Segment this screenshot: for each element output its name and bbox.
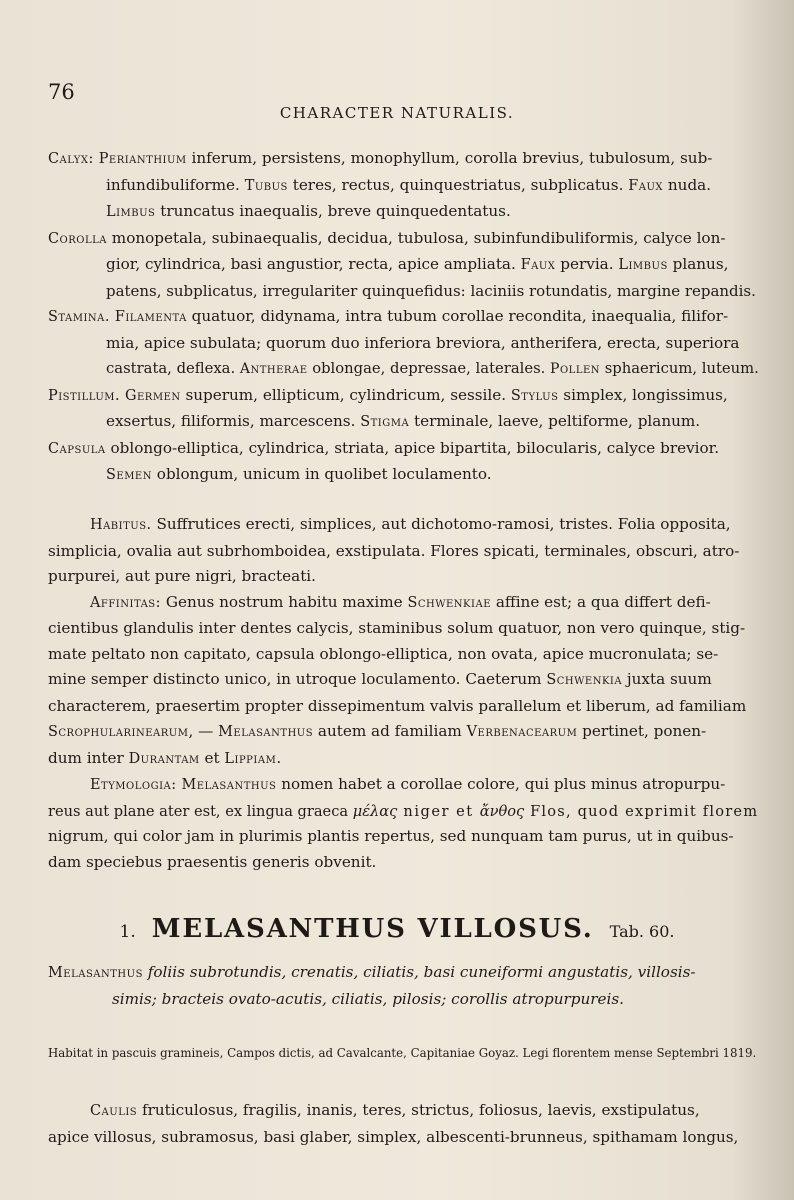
species-name: MELASANTHUS VILLOSUS. xyxy=(151,914,594,944)
greek-word: μέλας xyxy=(352,802,398,820)
pistillum-line-2 xyxy=(48,409,760,436)
etymologia-label: Etymologia: xyxy=(90,777,177,793)
text: truncatus inaequalis, breve quinquedentatus. xyxy=(155,202,511,220)
term-antherae: Antherae xyxy=(239,361,308,377)
term-tubus: Tubus xyxy=(244,177,288,194)
text: , — xyxy=(188,722,219,740)
calyx-label: Calyx: xyxy=(48,151,94,167)
text: pervia. xyxy=(555,255,619,273)
species-title xyxy=(0,914,794,944)
term-semen: Semen xyxy=(106,467,152,483)
term-germen: Germen xyxy=(124,387,181,404)
plate-reference: Tab. 60. xyxy=(609,922,675,941)
genus-name: Melasanthus xyxy=(218,724,314,740)
text: infundibuliforme. xyxy=(106,175,245,194)
caulis-line-2: apice villosus, subramosus, basi glaber, simplex, albescenti-brunneus, spithamam longus, xyxy=(48,1127,739,1146)
text: superum, ellipticum, cylindricum, sessile. xyxy=(180,385,511,404)
capsula-line-1 xyxy=(48,436,760,463)
caulis-label: Caulis xyxy=(90,1103,138,1119)
caulis-description xyxy=(48,1098,760,1150)
text: terminale, laeve, peltiforme, planum. xyxy=(409,412,701,430)
term-faux: Faux xyxy=(520,257,556,273)
species-number: 1. xyxy=(119,922,136,942)
page-number: 76 xyxy=(48,80,75,104)
affinitas-line-4 xyxy=(48,667,760,694)
caulis-line-1 xyxy=(48,1098,760,1125)
text: . xyxy=(276,748,282,767)
corolla-line-2 xyxy=(48,252,760,279)
text: oblongo-elliptica, cylindrica, striata, apice bipartita, bilocularis, calyce brevior. xyxy=(105,438,720,457)
discussion xyxy=(48,512,760,875)
text: foliis subrotundis, crenatis, ciliatis, basi cuneiformi angustatis, villosis- xyxy=(142,963,696,981)
calyx-line-3 xyxy=(48,199,760,226)
term-faux: Faux xyxy=(628,177,664,194)
capsula-line-2 xyxy=(48,462,760,489)
text: Genus nostrum habitu maxime xyxy=(161,592,408,611)
etymologia-line-4: dam speciebus praesentis generis obvenit. xyxy=(48,852,377,871)
term-stylus: Stylus xyxy=(510,387,559,404)
habitat-note: Habitat in pascuis gramineis, Campos dictis, ad Cavalcante, Capitaniae Goyaz. Legi florentem mense Septembri 1819. xyxy=(48,1046,757,1060)
text: simplex, longissimus, xyxy=(558,385,728,404)
section-heading: CHARACTER NATURALIS. xyxy=(279,104,515,122)
stamina-line-1 xyxy=(48,304,760,331)
affinitas-line-3: mate peltato non capitato, capsula oblongo-elliptica, non ovata, apice mucronulata; se- xyxy=(48,644,719,663)
term-filamenta: Filamenta xyxy=(114,309,187,325)
text: et xyxy=(199,748,225,767)
family-name: Scrophularinearum xyxy=(48,724,189,740)
text: autem ad familiam xyxy=(313,722,467,740)
stamina-line-2: mia, apice subulata; quorum duo inferiora breviora, antherifera, erecta, superiora xyxy=(106,333,740,352)
genus-name: Schwenkia xyxy=(546,672,623,688)
text: inferum, persistens, monophyllum, corolla brevius, tubulosum, sub- xyxy=(186,149,713,167)
text: nomen habet a corollae colore, qui plus minus atropurpu- xyxy=(276,775,726,793)
text: monopetala, subinaequalis, decidua, tubulosa, subinfundibuliformis, calyce lon- xyxy=(106,228,726,247)
stamina-line-3 xyxy=(48,356,760,383)
corolla-line-3: patens, subplicatus, irregulariter quinquefidus: laciniis rotundatis, margine repandis. xyxy=(106,281,756,300)
term-pollen: Pollen xyxy=(550,361,601,377)
corolla-line-1 xyxy=(48,226,760,253)
text: Flos, quod exprimit florem xyxy=(524,802,759,820)
pistillum-line-1 xyxy=(48,383,760,410)
calyx-line-2 xyxy=(48,173,760,200)
term-limbus: Limbus xyxy=(618,257,668,273)
text: gior, cylindrica, basi angustior, recta, apice ampliata. xyxy=(106,255,521,273)
text: sphaericum, luteum. xyxy=(600,360,759,377)
text: planus, xyxy=(667,255,729,273)
habitus-line-3: purpurei, aut pure nigri, bracteati. xyxy=(48,567,316,585)
text: affine est; a qua differt defi- xyxy=(491,592,711,611)
text: reus aut plane ater est, ex lingua graeca xyxy=(48,802,353,820)
habitus-line-2: simplicia, ovalia aut subrhomboidea, exstipulata. Flores spicati, terminales, obscuri, atro- xyxy=(48,541,740,560)
stamina-label: Stamina. xyxy=(48,309,110,325)
text: teres, rectus, quinquestriatus, subplicatus. xyxy=(287,175,629,194)
text: exsertus, filiformis, marcescens. xyxy=(106,412,361,430)
text: oblongae, depressae, laterales. xyxy=(307,360,551,377)
text: pertinet, ponen- xyxy=(577,722,707,740)
affinitas-line-2: cientibus glandulis inter dentes calycis, staminibus solum quatuor, non vero quinque, stig- xyxy=(48,619,746,637)
text: fruticulosus, fragilis, inanis, teres, strictus, foliosus, laevis, exstipulatus, xyxy=(137,1101,700,1119)
generic-characters xyxy=(48,146,760,489)
text: niger et xyxy=(397,802,480,820)
diagnosis-line-1 xyxy=(48,960,760,987)
genus-name: Melasanthus xyxy=(48,965,143,981)
greek-word: ἄνθος xyxy=(479,802,525,820)
corolla-label: Corolla xyxy=(48,230,107,247)
habitus-label: Habitus. xyxy=(90,517,152,533)
etymologia-line-2 xyxy=(48,799,760,825)
term-limbus: Limbus xyxy=(106,204,156,220)
text: castrata, deflexa. xyxy=(106,360,240,377)
genus-name: Lippiam xyxy=(224,750,277,767)
text: nuda. xyxy=(663,175,712,194)
text: mine semper distincto unico, in utroque loculamento. Caeterum xyxy=(48,670,547,688)
genus-name: Durantam xyxy=(128,750,200,767)
text: dum inter xyxy=(48,748,129,767)
affinitas-label: Affinitas: xyxy=(90,594,162,611)
genus-name: Melasanthus xyxy=(181,777,277,793)
etymologia-line-3: nigrum, qui color jam in plurimis plantis repertus, sed nunquam tam purus, ut in quibus- xyxy=(48,827,734,845)
diagnosis-line-2: simis; bracteis ovato-acutis, ciliatis, pilosis; corollis atropurpureis. xyxy=(112,989,624,1008)
text: quatuor, didynama, intra tubum corollae recondita, inaequalia, filifor- xyxy=(186,307,729,325)
term-stigma: Stigma xyxy=(360,414,410,430)
text: oblongum, unicum in quolibet loculamento. xyxy=(151,465,492,483)
capsula-label: Capsula xyxy=(48,440,106,457)
calyx-line-1 xyxy=(48,146,760,173)
etymologia-line-1 xyxy=(48,772,760,799)
affinitas-line-1 xyxy=(48,590,760,617)
diagnosis xyxy=(48,960,760,1012)
genus-name: Schwenkiae xyxy=(407,594,492,611)
affinitas-line-7 xyxy=(48,746,760,773)
family-name: Verbenacearum xyxy=(466,724,578,740)
affinitas-line-6 xyxy=(48,719,760,746)
text: Suffrutices erecti, simplices, aut dichotomo-ramosi, tristes. Folia opposita, xyxy=(151,515,731,533)
text: juxta suum xyxy=(622,670,712,688)
pistillum-label: Pistillum. xyxy=(48,387,121,404)
term-perianthium: Perianthium xyxy=(98,151,187,167)
affinitas-line-5: characterem, praesertim propter dissepimentum valvis parallelum et liberum, ad familiam xyxy=(48,696,747,715)
habitus-line-1 xyxy=(48,512,760,539)
